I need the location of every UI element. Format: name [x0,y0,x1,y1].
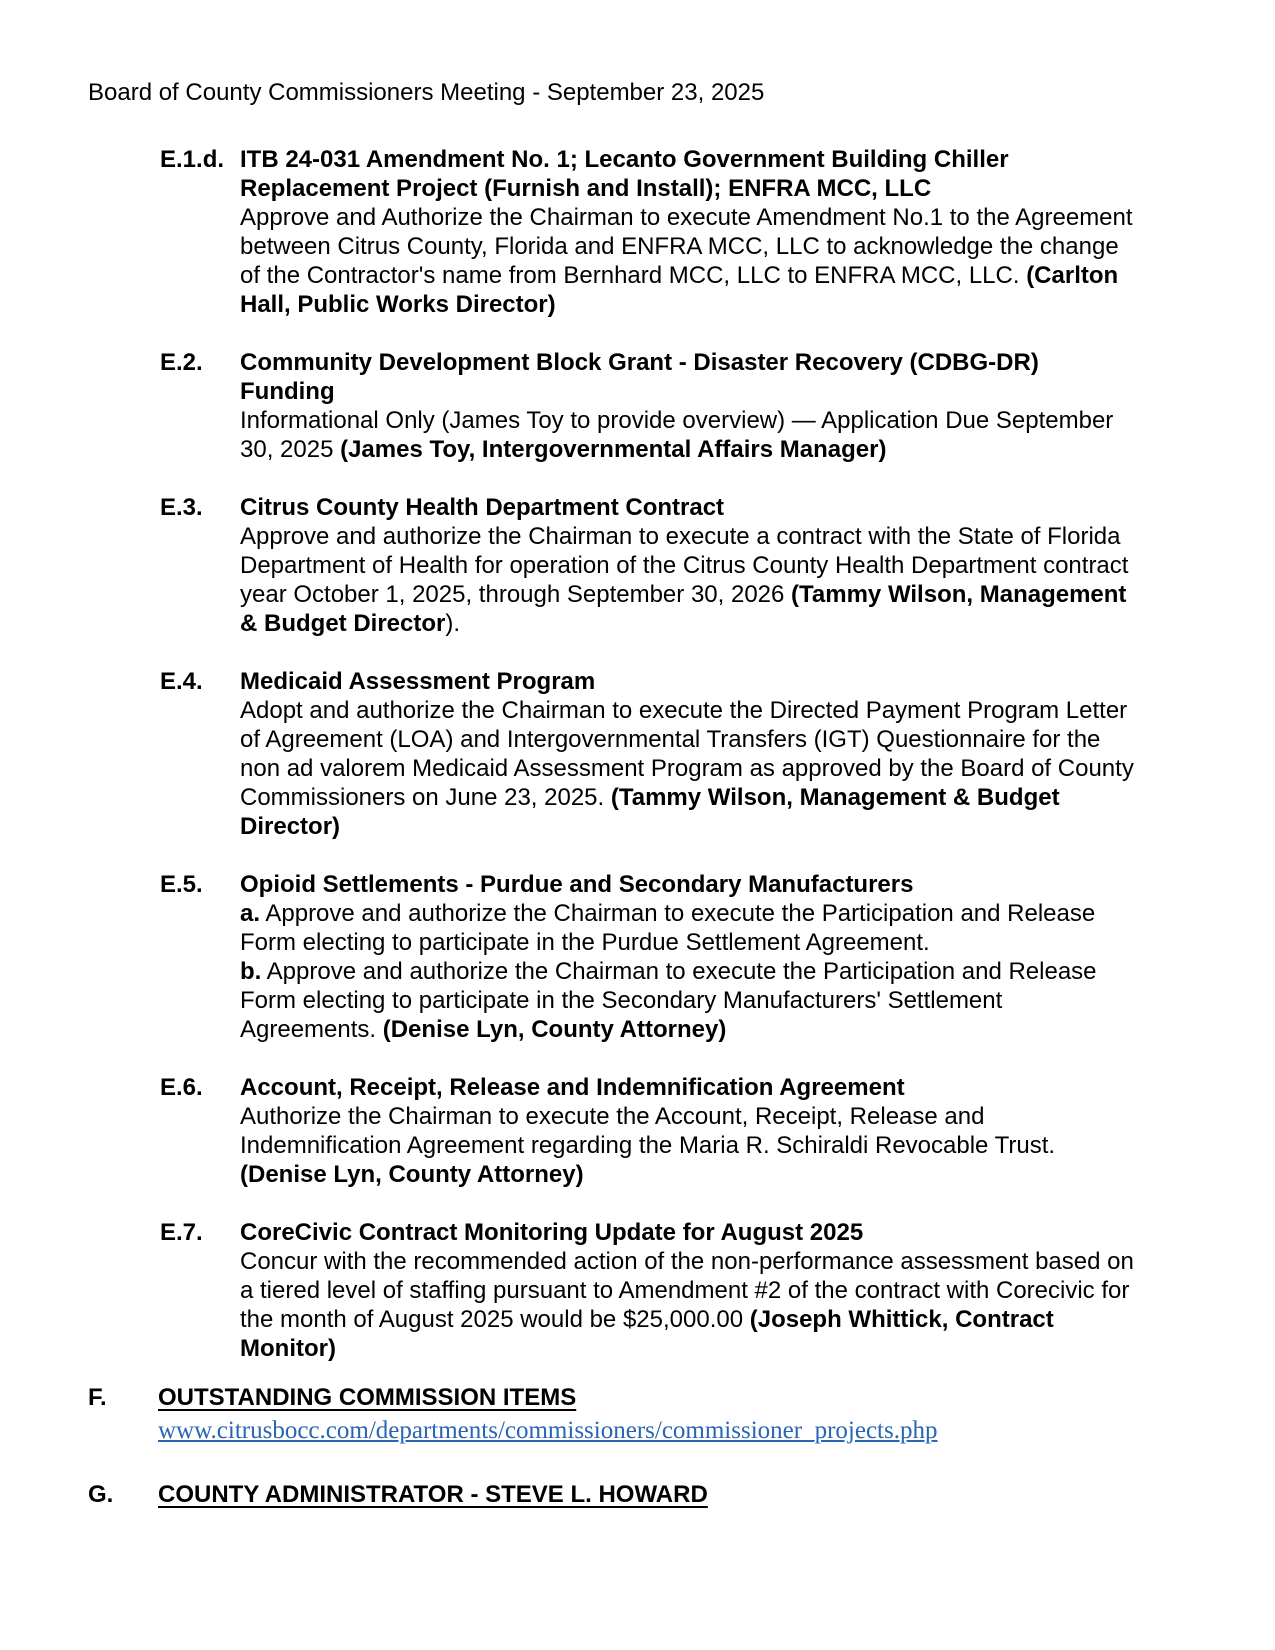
text-run: (Denise Lyn, County Attorney) [240,1161,584,1188]
item-body [240,696,1138,841]
item-number: E.5. [160,871,203,898]
item-title: Medicaid Assessment Program [240,668,596,695]
item-paragraph [240,1247,1138,1363]
text-run: Informational Only (James Toy to provide overview) — Application Due September 30, 2025 [240,407,1114,463]
section-outstanding-commission-items [88,1383,1168,1446]
text-run: (Carlton Hall, Public Works Director) [240,262,1119,318]
section-title: OUTSTANDING COMMISSION ITEMS [158,1384,577,1411]
agenda-item [160,667,1138,841]
text-run: (James Toy, Intergovernmental Affairs Manager) [340,436,887,463]
item-content [240,348,1138,464]
section-heading-row [88,1383,1168,1413]
section-title: COUNTY ADMINISTRATOR - STEVE L. HOWARD [158,1481,708,1508]
item-paragraph [240,406,1138,464]
section-heading-row [88,1480,1168,1510]
agenda-item [160,870,1138,1044]
agenda-items [160,145,1138,1392]
text-run: (Tammy Wilson, Management & Budget Director [240,581,1127,637]
item-body [240,899,1138,1044]
item-body [240,203,1138,319]
item-paragraph [240,203,1138,319]
item-body [240,406,1138,464]
section-letter: G. [88,1481,114,1508]
item-number: E.7. [160,1219,203,1246]
item-number: E.4. [160,668,203,695]
text-run: Approve and Authorize the Chairman to execute Amendment No.1 to the Agreement between Citrus County, Florida and ENFRA MCC, LLC to acknowledge the change of the Contractor's name from Bernhard MCC, LLC to ENFRA MCC, LLC. [240,204,1133,289]
item-title: Citrus County Health Department Contract [240,494,725,521]
item-paragraph [240,957,1138,1044]
item-title: ITB 24-031 Amendment No. 1; Lecanto Government Building Chiller Replacement Project (Furnish and Install); ENFRA MCC, LLC [240,146,1009,202]
item-number: E.3. [160,494,203,521]
page-header: Board of County Commissioners Meeting - September 23, 2025 [88,79,765,106]
agenda-item [160,1073,1138,1189]
text-run: (Tammy Wilson, Management & Budget Director) [240,784,1060,840]
section-letter: F. [88,1384,107,1411]
commissioner-projects-link[interactable]: www.citrusbocc.com/departments/commissioners/commissioner_projects.php [158,1417,938,1444]
text-run: a. [240,900,261,927]
item-title: Account, Receipt, Release and Indemnification Agreement [240,1074,905,1101]
item-content [240,1218,1138,1363]
item-body [240,1247,1138,1363]
item-paragraph [240,1102,1138,1189]
item-number: E.2. [160,349,203,376]
section-spacer [88,1446,1168,1480]
item-title: CoreCivic Contract Monitoring Update for August 2025 [240,1219,864,1246]
section-link-row [158,1416,1168,1446]
agenda-item [160,1218,1138,1363]
bottom-sections [88,1383,1168,1510]
agenda-item [160,348,1138,464]
item-content [240,667,1138,841]
text-run: Adopt and authorize the Chairman to execute the Directed Payment Program Letter of Agreement (LOA) and Intergovernmental Transfers (IGT) Questionnaire for the non ad valorem Medicaid Assessment Program as approved by the Board of County Commissioners on June 23, 2025. [240,697,1134,811]
text-run: b. [240,958,262,985]
item-content [240,1073,1138,1189]
item-title: Community Development Block Grant - Disaster Recovery (CDBG-DR) Funding [240,349,1039,405]
item-paragraph [240,696,1138,841]
text-run: Authorize the Chairman to execute the Account, Receipt, Release and Indemnification Agreement regarding the Maria R. Schiraldi Revocable Trust. [240,1103,1056,1159]
item-body [240,522,1138,638]
item-content [240,870,1138,1044]
item-number: E.6. [160,1074,203,1101]
text-run: Concur with the recommended action of the non-performance assessment based on a tiered level of staffing pursuant to Amendment #2 of the contract with Corecivic for the month of August 2025 would be $25,000.00 [240,1248,1134,1333]
item-paragraph [240,522,1138,638]
text-run: (Denise Lyn, County Attorney) [382,1016,727,1043]
item-content [240,493,1138,638]
text-run: Approve and authorize the Chairman to execute the Participation and Release Form electing to participate in the Secondary Manufacturers' Settlement Agreements. [240,958,1097,1043]
item-number: E.1.d. [160,146,225,173]
item-title: Opioid Settlements - Purdue and Secondary Manufacturers [240,871,914,898]
agenda-item [160,145,1138,319]
text-run: Approve and authorize the Chairman to execute a contract with the State of Florida Department of Health for operation of the Citrus County Health Department contract year October 1, 2025, through September 30, 2026 [240,523,1129,608]
item-paragraph [240,899,1138,957]
text-run: ). [445,610,461,637]
text-run: (Joseph Whittick, Contract Monitor) [240,1306,1054,1362]
item-body [240,1102,1138,1189]
agenda-item [160,493,1138,638]
text-run: Approve and authorize the Chairman to execute the Participation and Release Form electing to participate in the Purdue Settlement Agreement. [240,900,1096,956]
section-county-administrator [88,1480,1168,1510]
item-content [240,145,1138,319]
